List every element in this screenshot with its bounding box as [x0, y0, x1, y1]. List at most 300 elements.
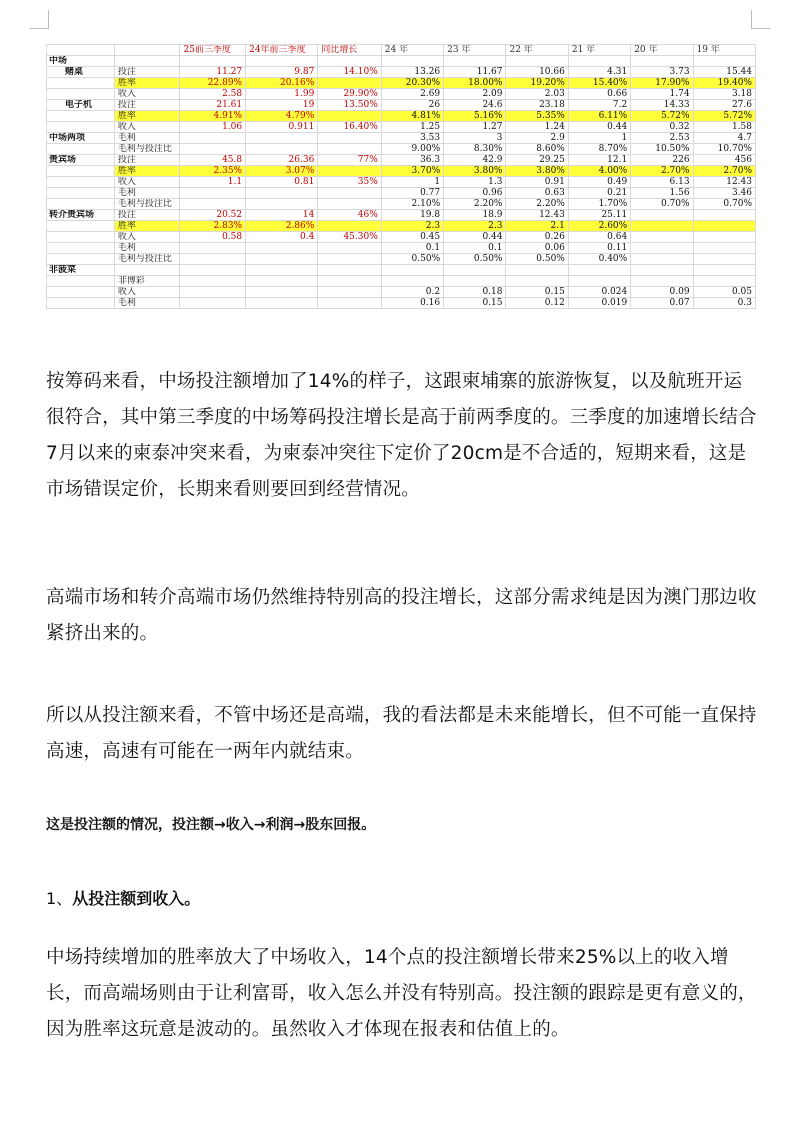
- value-cell: 21.61: [180, 100, 246, 111]
- value-cell: 18.9: [444, 210, 506, 221]
- value-cell: 1.74: [631, 89, 693, 100]
- section-label: [47, 177, 115, 188]
- value-cell: 1: [568, 133, 630, 144]
- value-cell: [568, 56, 630, 67]
- value-cell: [318, 287, 381, 298]
- value-cell: 1.24: [506, 122, 568, 133]
- metric-label: 投注: [114, 210, 180, 221]
- value-cell: 0.91: [506, 177, 568, 188]
- value-cell: 26.36: [246, 155, 318, 166]
- value-cell: 3.18: [693, 89, 755, 100]
- value-cell: 2.1: [506, 221, 568, 232]
- value-cell: 4.81%: [381, 111, 443, 122]
- section-label: 赌桌: [47, 67, 115, 78]
- metric-label: 毛利与投注比: [114, 144, 180, 155]
- section-label: 中场: [47, 56, 115, 67]
- value-cell: 45.8: [180, 155, 246, 166]
- value-cell: 0.50%: [444, 254, 506, 265]
- value-cell: 0.15: [444, 298, 506, 309]
- value-cell: 0.58: [180, 232, 246, 243]
- paragraph-text: 中场持续增加的胜率放大了中场收入，14个点的投注额增长带来25%以上的收入增长，而高端场则由于让利富哥，收入怎么并没有特别高。投注额的跟踪是更有意义的，因为胜率这玩意是波动的。虽然收入才体现在报表和估值上的。: [46, 947, 757, 1040]
- value-cell: 5.72%: [693, 111, 755, 122]
- value-cell: 8.70%: [568, 144, 630, 155]
- value-cell: 5.72%: [631, 111, 693, 122]
- value-cell: 0.1: [444, 243, 506, 254]
- value-cell: [693, 232, 755, 243]
- value-cell: 12.43: [693, 177, 755, 188]
- value-cell: [246, 265, 318, 276]
- value-cell: 13.26: [381, 67, 443, 78]
- heading-text: 从投注额到收入。: [72, 889, 201, 908]
- data-table: [46, 44, 756, 309]
- table-row: [47, 144, 756, 155]
- value-cell: 1.27: [444, 122, 506, 133]
- value-cell: 0.81: [246, 177, 318, 188]
- column-header: 22 年: [506, 45, 568, 56]
- column-header: 20 年: [631, 45, 693, 56]
- value-cell: [318, 199, 381, 210]
- table-row: [47, 122, 756, 133]
- value-cell: 4.91%: [180, 111, 246, 122]
- value-cell: [444, 265, 506, 276]
- value-cell: 3.70%: [381, 166, 443, 177]
- value-cell: 27.6: [693, 100, 755, 111]
- table-row: [47, 133, 756, 144]
- value-cell: 3.46: [693, 188, 755, 199]
- value-cell: 19.20%: [506, 78, 568, 89]
- table-row: [47, 78, 756, 89]
- value-cell: 2.70%: [693, 166, 755, 177]
- value-cell: 9.00%: [381, 144, 443, 155]
- value-cell: 10.50%: [631, 144, 693, 155]
- value-cell: [180, 188, 246, 199]
- table-row: [47, 254, 756, 265]
- value-cell: [180, 243, 246, 254]
- value-cell: [318, 111, 381, 122]
- page-corner-mark-right: [751, 10, 770, 29]
- value-cell: 42.9: [444, 155, 506, 166]
- column-header: 23 年: [444, 45, 506, 56]
- value-cell: 2.09: [444, 89, 506, 100]
- value-cell: [693, 56, 755, 67]
- value-cell: 2.03: [506, 89, 568, 100]
- value-cell: 0.40%: [568, 254, 630, 265]
- table-header-row: [47, 45, 756, 56]
- value-cell: [246, 188, 318, 199]
- metric-label: 收入: [114, 89, 180, 100]
- table-row: [47, 166, 756, 177]
- value-cell: [381, 56, 443, 67]
- value-cell: 0.07: [631, 298, 693, 309]
- value-cell: [180, 144, 246, 155]
- value-cell: [180, 56, 246, 67]
- value-cell: [246, 254, 318, 265]
- value-cell: 0.1: [381, 243, 443, 254]
- value-cell: 0.3: [693, 298, 755, 309]
- paragraph-text: 按筹码来看，中场投注额增加了14%的样子，这跟柬埔寨的旅游恢复，以及航班开运很符合，其中第三季度的中场筹码投注增长是高于前两季度的。三季度的加速增长结合7月以来的柬泰冲突来看，为柬泰冲突往下定价了20cm是不合适的，短期来看，这是市场错误定价，长期来看则要回到经营情况。: [46, 371, 757, 500]
- table-row: [47, 199, 756, 210]
- value-cell: 1.56: [631, 188, 693, 199]
- value-cell: [246, 199, 318, 210]
- value-cell: [693, 243, 755, 254]
- value-cell: [246, 144, 318, 155]
- value-cell: [631, 276, 693, 287]
- value-cell: 226: [631, 155, 693, 166]
- value-cell: [506, 265, 568, 276]
- table-row: [47, 89, 756, 100]
- metric-label: 胜率: [114, 111, 180, 122]
- value-cell: 1.58: [693, 122, 755, 133]
- section-label: 贵宾场: [47, 155, 115, 166]
- paragraph-1: [46, 364, 760, 508]
- value-cell: 0.09: [631, 287, 693, 298]
- section-label: 非菠菜: [47, 265, 115, 276]
- value-cell: 20.16%: [246, 78, 318, 89]
- metric-label: 收入: [114, 177, 180, 188]
- value-cell: 26: [381, 100, 443, 111]
- value-cell: 3.80%: [506, 166, 568, 177]
- value-cell: 2.9: [506, 133, 568, 144]
- value-cell: [506, 276, 568, 287]
- value-cell: 1.25: [381, 122, 443, 133]
- value-cell: 2.69: [381, 89, 443, 100]
- metric-label: 胜率: [114, 78, 180, 89]
- value-cell: 1.1: [180, 177, 246, 188]
- metric-label: 毛利: [114, 133, 180, 144]
- metric-label: 毛利: [114, 243, 180, 254]
- section-label: [47, 144, 115, 155]
- metric-label: 投注: [114, 100, 180, 111]
- value-cell: 23.18: [506, 100, 568, 111]
- value-cell: 13.50%: [318, 100, 381, 111]
- value-cell: 19.8: [381, 210, 443, 221]
- table-row: [47, 111, 756, 122]
- table-row: [47, 287, 756, 298]
- value-cell: 2.60%: [568, 221, 630, 232]
- value-cell: 0.44: [444, 232, 506, 243]
- value-cell: [318, 56, 381, 67]
- table-row: [47, 243, 756, 254]
- value-cell: 8.30%: [444, 144, 506, 155]
- value-cell: 0.63: [506, 188, 568, 199]
- metric-label: 非博彩: [114, 276, 180, 287]
- value-cell: [693, 254, 755, 265]
- value-cell: [318, 265, 381, 276]
- value-cell: 2.58: [180, 89, 246, 100]
- value-cell: 46%: [318, 210, 381, 221]
- value-cell: 2.10%: [381, 199, 443, 210]
- value-cell: [246, 133, 318, 144]
- value-cell: 0.70%: [693, 199, 755, 210]
- value-cell: 29.90%: [318, 89, 381, 100]
- value-cell: 0.06: [506, 243, 568, 254]
- value-cell: 45.30%: [318, 232, 381, 243]
- value-cell: [180, 254, 246, 265]
- value-cell: [318, 166, 381, 177]
- metric-label: [114, 265, 180, 276]
- metric-label: 胜率: [114, 166, 180, 177]
- value-cell: 0.911: [246, 122, 318, 133]
- value-cell: [246, 298, 318, 309]
- value-cell: [631, 56, 693, 67]
- section-label: 电子机: [47, 100, 115, 111]
- value-cell: 6.13: [631, 177, 693, 188]
- value-cell: [693, 210, 755, 221]
- value-cell: 36.3: [381, 155, 443, 166]
- section-label: [47, 111, 115, 122]
- value-cell: 14.10%: [318, 67, 381, 78]
- value-cell: [180, 298, 246, 309]
- table-row: [47, 155, 756, 166]
- value-cell: [506, 56, 568, 67]
- paragraph-2: [46, 580, 760, 652]
- value-cell: 12.43: [506, 210, 568, 221]
- metric-label: [114, 56, 180, 67]
- value-cell: 0.66: [568, 89, 630, 100]
- column-header: 21 年: [568, 45, 630, 56]
- table-row: [47, 265, 756, 276]
- value-cell: 0.12: [506, 298, 568, 309]
- metric-label: 胜率: [114, 221, 180, 232]
- value-cell: [693, 276, 755, 287]
- value-cell: 2.20%: [506, 199, 568, 210]
- value-cell: 0.77: [381, 188, 443, 199]
- value-cell: 1.99: [246, 89, 318, 100]
- value-cell: 456: [693, 155, 755, 166]
- value-cell: 0.18: [444, 287, 506, 298]
- value-cell: 0.50%: [381, 254, 443, 265]
- value-cell: 7.2: [568, 100, 630, 111]
- value-cell: 3: [444, 133, 506, 144]
- value-cell: 11.67: [444, 67, 506, 78]
- paragraph-3: [46, 698, 760, 770]
- value-cell: [180, 265, 246, 276]
- value-cell: 4.00%: [568, 166, 630, 177]
- value-cell: [631, 232, 693, 243]
- section-label: [47, 166, 115, 177]
- section-label: 中场两项: [47, 133, 115, 144]
- header-blank-cell: [47, 45, 115, 56]
- header-blank-cell: [114, 45, 180, 56]
- value-cell: [318, 133, 381, 144]
- value-cell: [318, 276, 381, 287]
- value-cell: 14.33: [631, 100, 693, 111]
- value-cell: 29.25: [506, 155, 568, 166]
- value-cell: [318, 144, 381, 155]
- value-cell: 1: [381, 177, 443, 188]
- paragraph-text: 所以从投注额来看，不管中场还是高端，我的看法都是未来能增长，但不可能一直保持高速，高速有可能在一两年内就结束。: [46, 705, 757, 762]
- value-cell: 4.79%: [246, 111, 318, 122]
- value-cell: 0.70%: [631, 199, 693, 210]
- section-label: [47, 221, 115, 232]
- value-cell: 2.3: [444, 221, 506, 232]
- metric-label: 投注: [114, 67, 180, 78]
- value-cell: 0.4: [246, 232, 318, 243]
- value-cell: 15.44: [693, 67, 755, 78]
- value-cell: 12.1: [568, 155, 630, 166]
- paragraph-4: [46, 940, 760, 1048]
- value-cell: 10.66: [506, 67, 568, 78]
- value-cell: [246, 276, 318, 287]
- section-label: [47, 122, 115, 133]
- value-cell: 35%: [318, 177, 381, 188]
- value-cell: 24.6: [444, 100, 506, 111]
- value-cell: 4.31: [568, 67, 630, 78]
- metric-label: 收入: [114, 232, 180, 243]
- value-cell: [180, 276, 246, 287]
- value-cell: 2.70%: [631, 166, 693, 177]
- value-cell: 19: [246, 100, 318, 111]
- value-cell: 11.27: [180, 67, 246, 78]
- value-cell: 0.05: [693, 287, 755, 298]
- metric-label: 毛利与投注比: [114, 254, 180, 265]
- section-label: [47, 287, 115, 298]
- value-cell: [381, 276, 443, 287]
- section-label: [47, 78, 115, 89]
- value-cell: 0.45: [381, 232, 443, 243]
- value-cell: [631, 254, 693, 265]
- value-cell: 0.44: [568, 122, 630, 133]
- value-cell: [631, 265, 693, 276]
- value-cell: [180, 133, 246, 144]
- value-cell: [318, 298, 381, 309]
- value-cell: 25.11: [568, 210, 630, 221]
- table-row: [47, 188, 756, 199]
- value-cell: 20.30%: [381, 78, 443, 89]
- value-cell: 4.7: [693, 133, 755, 144]
- value-cell: 2.86%: [246, 221, 318, 232]
- section-label: [47, 254, 115, 265]
- value-cell: 0.16: [381, 298, 443, 309]
- value-cell: [180, 199, 246, 210]
- section-label: 转介贵宾场: [47, 210, 115, 221]
- metric-label: 毛利: [114, 298, 180, 309]
- value-cell: [318, 188, 381, 199]
- value-cell: 3.07%: [246, 166, 318, 177]
- value-cell: [318, 243, 381, 254]
- value-cell: [180, 287, 246, 298]
- column-header: 25前三季度: [180, 45, 246, 56]
- value-cell: [444, 276, 506, 287]
- table-row: [47, 56, 756, 67]
- section-label: [47, 188, 115, 199]
- value-cell: [444, 56, 506, 67]
- value-cell: 1.70%: [568, 199, 630, 210]
- value-cell: 0.15: [506, 287, 568, 298]
- summary-line: [46, 815, 760, 835]
- value-cell: 5.35%: [506, 111, 568, 122]
- table-row: [47, 232, 756, 243]
- value-cell: [246, 243, 318, 254]
- value-cell: 19.40%: [693, 78, 755, 89]
- value-cell: 0.49: [568, 177, 630, 188]
- value-cell: [631, 243, 693, 254]
- value-cell: 2.20%: [444, 199, 506, 210]
- value-cell: [568, 276, 630, 287]
- value-cell: 0.019: [568, 298, 630, 309]
- summary-text: 这是投注额的情况，投注额→收入→利润→股东回报。: [46, 817, 376, 833]
- value-cell: 0.11: [568, 243, 630, 254]
- value-cell: 0.2: [381, 287, 443, 298]
- value-cell: 14: [246, 210, 318, 221]
- table-row: [47, 177, 756, 188]
- value-cell: 5.16%: [444, 111, 506, 122]
- section-label: [47, 89, 115, 100]
- value-cell: 17.90%: [631, 78, 693, 89]
- column-header: 19 年: [693, 45, 755, 56]
- value-cell: [693, 221, 755, 232]
- metric-label: 收入: [114, 122, 180, 133]
- value-cell: 1.3: [444, 177, 506, 188]
- value-cell: [318, 78, 381, 89]
- value-cell: 1.06: [180, 122, 246, 133]
- value-cell: [631, 221, 693, 232]
- value-cell: 22.89%: [180, 78, 246, 89]
- value-cell: [568, 265, 630, 276]
- value-cell: 2.3: [381, 221, 443, 232]
- section-heading: [46, 888, 760, 910]
- value-cell: [246, 287, 318, 298]
- value-cell: 2.83%: [180, 221, 246, 232]
- value-cell: 2.53: [631, 133, 693, 144]
- value-cell: [318, 254, 381, 265]
- value-cell: [631, 210, 693, 221]
- metric-label: 毛利: [114, 188, 180, 199]
- value-cell: [381, 265, 443, 276]
- heading-number: 1、: [46, 889, 73, 908]
- value-cell: [693, 265, 755, 276]
- value-cell: 0.64: [568, 232, 630, 243]
- table-row: [47, 276, 756, 287]
- value-cell: 16.40%: [318, 122, 381, 133]
- paragraph-text: 高端市场和转介高端市场仍然维持特别高的投注增长，这部分需求纯是因为澳门那边收紧挤出来的。: [46, 587, 757, 644]
- value-cell: 15.40%: [568, 78, 630, 89]
- value-cell: 3.53: [381, 133, 443, 144]
- section-label: [47, 232, 115, 243]
- value-cell: 0.26: [506, 232, 568, 243]
- page-corner-mark-left: [30, 10, 49, 29]
- table-row: [47, 67, 756, 78]
- section-label: [47, 276, 115, 287]
- table-row: [47, 100, 756, 111]
- value-cell: [246, 56, 318, 67]
- value-cell: 2.35%: [180, 166, 246, 177]
- table-row: [47, 298, 756, 309]
- value-cell: 3.73: [631, 67, 693, 78]
- value-cell: 8.60%: [506, 144, 568, 155]
- metric-label: 毛利与投注比: [114, 199, 180, 210]
- section-label: [47, 243, 115, 254]
- column-header: 同比增长: [318, 45, 381, 56]
- value-cell: 0.96: [444, 188, 506, 199]
- value-cell: 9.87: [246, 67, 318, 78]
- section-label: [47, 199, 115, 210]
- value-cell: 18.00%: [444, 78, 506, 89]
- value-cell: 0.024: [568, 287, 630, 298]
- column-header: 24年前三季度: [246, 45, 318, 56]
- value-cell: 3.80%: [444, 166, 506, 177]
- value-cell: 0.32: [631, 122, 693, 133]
- section-label: [47, 298, 115, 309]
- value-cell: 0.50%: [506, 254, 568, 265]
- value-cell: 77%: [318, 155, 381, 166]
- metric-label: 投注: [114, 155, 180, 166]
- value-cell: [318, 221, 381, 232]
- spreadsheet-snapshot: [46, 44, 756, 309]
- table-row: [47, 210, 756, 221]
- value-cell: 0.21: [568, 188, 630, 199]
- value-cell: 20.52: [180, 210, 246, 221]
